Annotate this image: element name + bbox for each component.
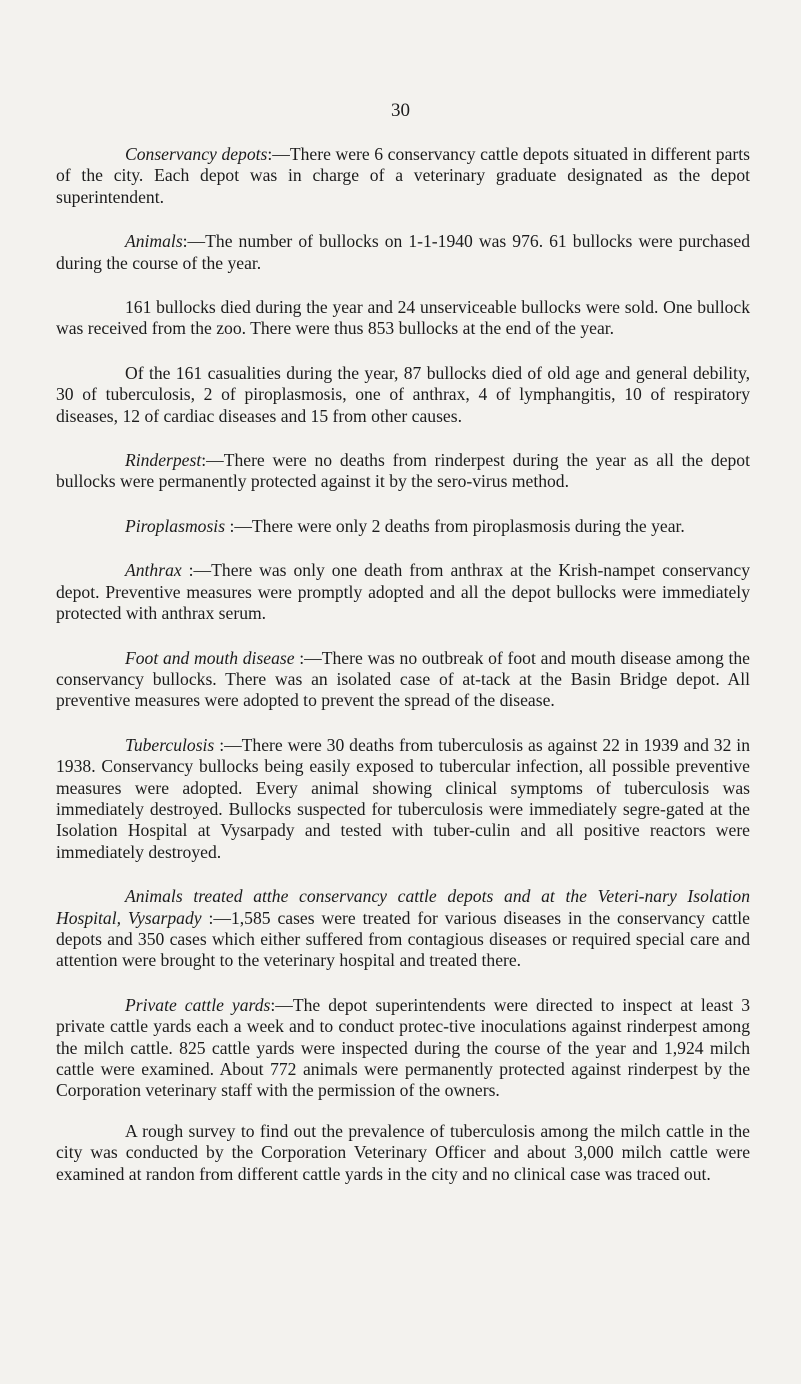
paragraph-animals — [56, 231, 750, 274]
text-conservancy-depots: :—There were 6 conservancy cattle depots situated in different parts of the city. Each depot was in charge of a veterinary graduate designated as the depot superintendent. — [56, 144, 751, 207]
paragraph-piroplasmosis — [56, 516, 750, 537]
text-bullocks-died: 161 bullocks died during the year and 24 unserviceable bullocks were sold. One bullock was received from the zoo. There were thus 853 bullocks at the end of the year. — [56, 297, 750, 339]
paragraph-private-cattle-yards — [56, 995, 750, 1102]
paragraph-casualities — [56, 363, 750, 427]
text-rinderpest: :—There were no deaths from rinderpest during the year as all the depot bullocks were permanently protected against it by the sero-virus method. — [56, 450, 750, 492]
text-anthrax: :—There was only one death from anthrax at the Krish-nampet conservancy depot. Preventive measures were promptly adopted and all the depot bullocks were immediately protected with anthrax serum. — [56, 560, 750, 624]
heading-animals-treated: Animals treated atthe conservancy cattle depots and at the Veteri-nary Isolation Hospital, Vysarpady — [56, 886, 750, 928]
heading-piroplasmosis: Piroplasmosis — [125, 515, 226, 536]
paragraph-tuberculosis — [56, 735, 750, 863]
text-rough-survey: A rough survey to find out the prevalence of tuberculosis among the milch cattle in the city was conducted by the Corporation Veterinary Officer and about 3,000 milch cattle were examined at randon from different cattle yards in the city and no clinical case was traced out. — [56, 1120, 750, 1184]
heading-private-cattle-yards: Private cattle yards — [125, 994, 271, 1015]
heading-foot-and-mouth: Foot and mouth disease — [125, 647, 295, 668]
paragraph-anthrax — [56, 560, 750, 624]
text-animals: :—The number of bullocks on 1-1-1940 was 976. 61 bullocks were purchased during the course of the year. — [56, 231, 750, 273]
text-casualities: Of the 161 casualities during the year, 87 bullocks died of old age and general debility, 30 of tuberculosis, 2 of piroplasmosis, one of anthrax, 4 of lymphangitis, 10 of respiratory diseases, 12 of cardiac diseases and 15 from other causes. — [56, 362, 750, 426]
paragraph-animals-treated — [56, 886, 750, 972]
report-body — [56, 144, 750, 1208]
paragraph-foot-and-mouth — [56, 648, 750, 712]
text-tuberculosis: :—There were 30 deaths from tuberculosis as against 22 in 1939 and 32 in 1938. Conservancy bullocks being easily exposed to tubercular infection, all possible preventive measures were adopted. Every animal showing clinical symptoms of tuberculosis was immediately destroyed. Bullocks suspected for tuberculosis were immediately segre-gated at the Isolation Hospital at Vysarpady and tested with tuber-culin and all positive reactors were immediately destroyed. — [56, 734, 750, 862]
heading-animals: Animals — [125, 231, 183, 252]
text-animals-treated: :—1,585 cases were treated for various diseases in the conservancy cattle depots and 350 cases which either suffered from contagious diseases or required special care and attention were brought to the veterinary hospital and treated there. — [56, 907, 750, 971]
paragraph-bullocks-died — [56, 297, 750, 340]
text-foot-and-mouth: :—There was no outbreak of foot and mouth disease among the conservancy bullocks. There was an isolated case of at-tack at the Basin Bridge depot. All preventive measures were adopted to prevent the spread of the disease. — [56, 647, 750, 711]
heading-rinderpest: Rinderpest — [125, 450, 202, 471]
text-piroplasmosis: :—There were only 2 deaths from piroplasmosis during the year. — [225, 515, 685, 536]
page-number: 30 — [391, 100, 410, 121]
paragraph-conservancy-depots — [56, 144, 750, 208]
text-private-cattle-yards: :—The depot superintendents were directed to inspect at least 3 private cattle yards each a week and to conduct protec-tive inoculations against rinderpest among the milch cattle. 825 cattle yards were inspected during the course of the year and 1,924 milch cattle were examined. About 772 animals were permanently protected against rinderpest by the Corporation veterinary staff with the permission of the owners. — [56, 994, 750, 1101]
heading-anthrax: Anthrax — [125, 560, 182, 581]
paragraph-rinderpest — [56, 450, 750, 493]
heading-tuberculosis: Tuberculosis — [125, 734, 215, 755]
heading-conservancy-depots: Conservancy depots — [125, 144, 268, 164]
paragraph-rough-survey — [56, 1121, 750, 1185]
